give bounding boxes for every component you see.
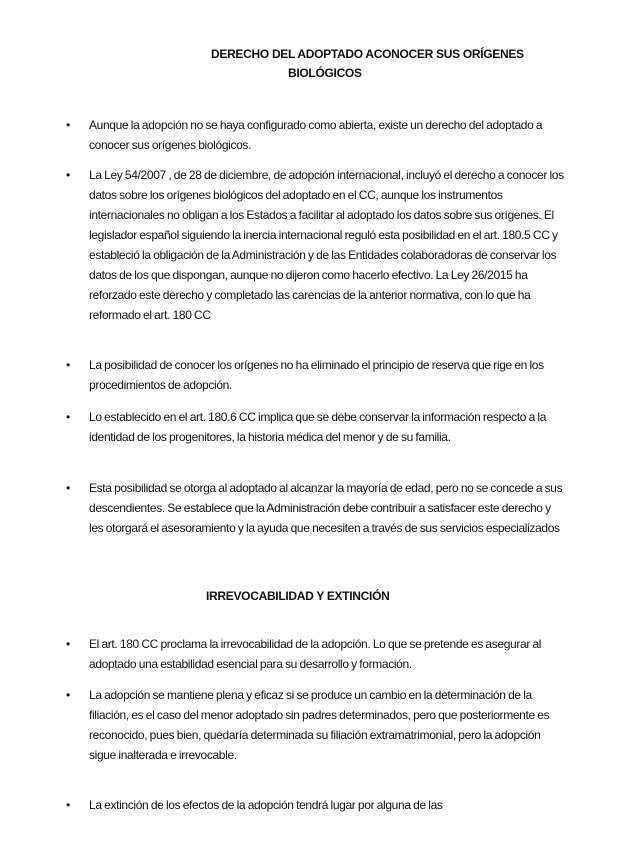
list-item-text: Esta posibilidad se otorga al adoptado al alcanzar la mayoría de edad, pero no se concede a sus descendientes. Se establece que la Administración debe contribuir a satisfacer este derecho y les otorgará el asesoramiento y la ayuda que necesiten a través de sus servicios especializados bbox=[89, 481, 563, 535]
section-title-line-2: BIOLÓGICOS bbox=[288, 66, 362, 80]
list-item-text: La posibilidad de conocer los orígenes no ha eliminado el principio de reserva que rige en los procedimientos de adopción. bbox=[89, 358, 544, 392]
bullet-icon: • bbox=[66, 168, 71, 182]
section-title-line-1: DERECHO DEL ADOPTADO ACONOCER SUS ORÍGENES bbox=[211, 47, 524, 61]
bullet-icon: • bbox=[66, 688, 71, 702]
section-title-irrevocabilidad: IRREVOCABILIDAD Y EXTINCIÓN bbox=[206, 589, 390, 603]
list-item-text: La extinción de los efectos de la adopción tendrá lugar por alguna de las bbox=[89, 798, 443, 812]
list-item-text: Aunque la adopción no se haya configurado como abierta, existe un derecho del adoptado a conocer sus orígenes biológicos. bbox=[89, 118, 543, 152]
bullet-icon: • bbox=[66, 481, 71, 495]
list-item-text: El art. 180 CC proclama la irrevocabilidad de la adopción. Lo que se pretende es asegurar al adoptado una estabilidad esencial para su desarrollo y formación. bbox=[89, 637, 542, 671]
bullet-icon: • bbox=[66, 637, 71, 651]
bullet-icon: • bbox=[66, 118, 71, 132]
list-item-text: La adopción se mantiene plena y eficaz si se produce un cambio en la determinación de la filiación, es el caso del menor adoptado sin padres determinados, pero que posteriormente es reconocido, pues bien, quedaría determinada su filiación extramatrimonial, pero la adopción sigue inalterada e irrevocable. bbox=[89, 688, 550, 762]
bullet-icon: • bbox=[66, 798, 71, 812]
bullet-icon: • bbox=[66, 358, 71, 372]
list-item-text: La Ley 54/2007 , de 28 de diciembre, de adopción internacional, incluyó el derecho a conocer los datos sobre los orígenes biológicos del adoptado en el CC, aunque los instrumentos internacionales no obligan a los Estados a facilitar al adoptado los datos sobre sus orígenes. El legislador español siguiendo la inercia internacional reguló esta posibilidad en el art. 180.5 CC y estableció la obligación de la Administración y de las Entidades colaboradoras de conservar los datos de los que dispongan, aunque no dijeron como hacerlo efectivo. La Ley 26/2015 ha reforzado este derecho y completado las carencias de la anterior normativa, con lo que ha reformado el art. 180 CC bbox=[89, 168, 564, 322]
list-item-text: Lo establecido en el art. 180.6 CC implica que se debe conservar la información respecto a la identidad de los progenitores, la historia médica del menor y de su familia. bbox=[89, 410, 547, 444]
bullet-icon: • bbox=[66, 410, 71, 424]
